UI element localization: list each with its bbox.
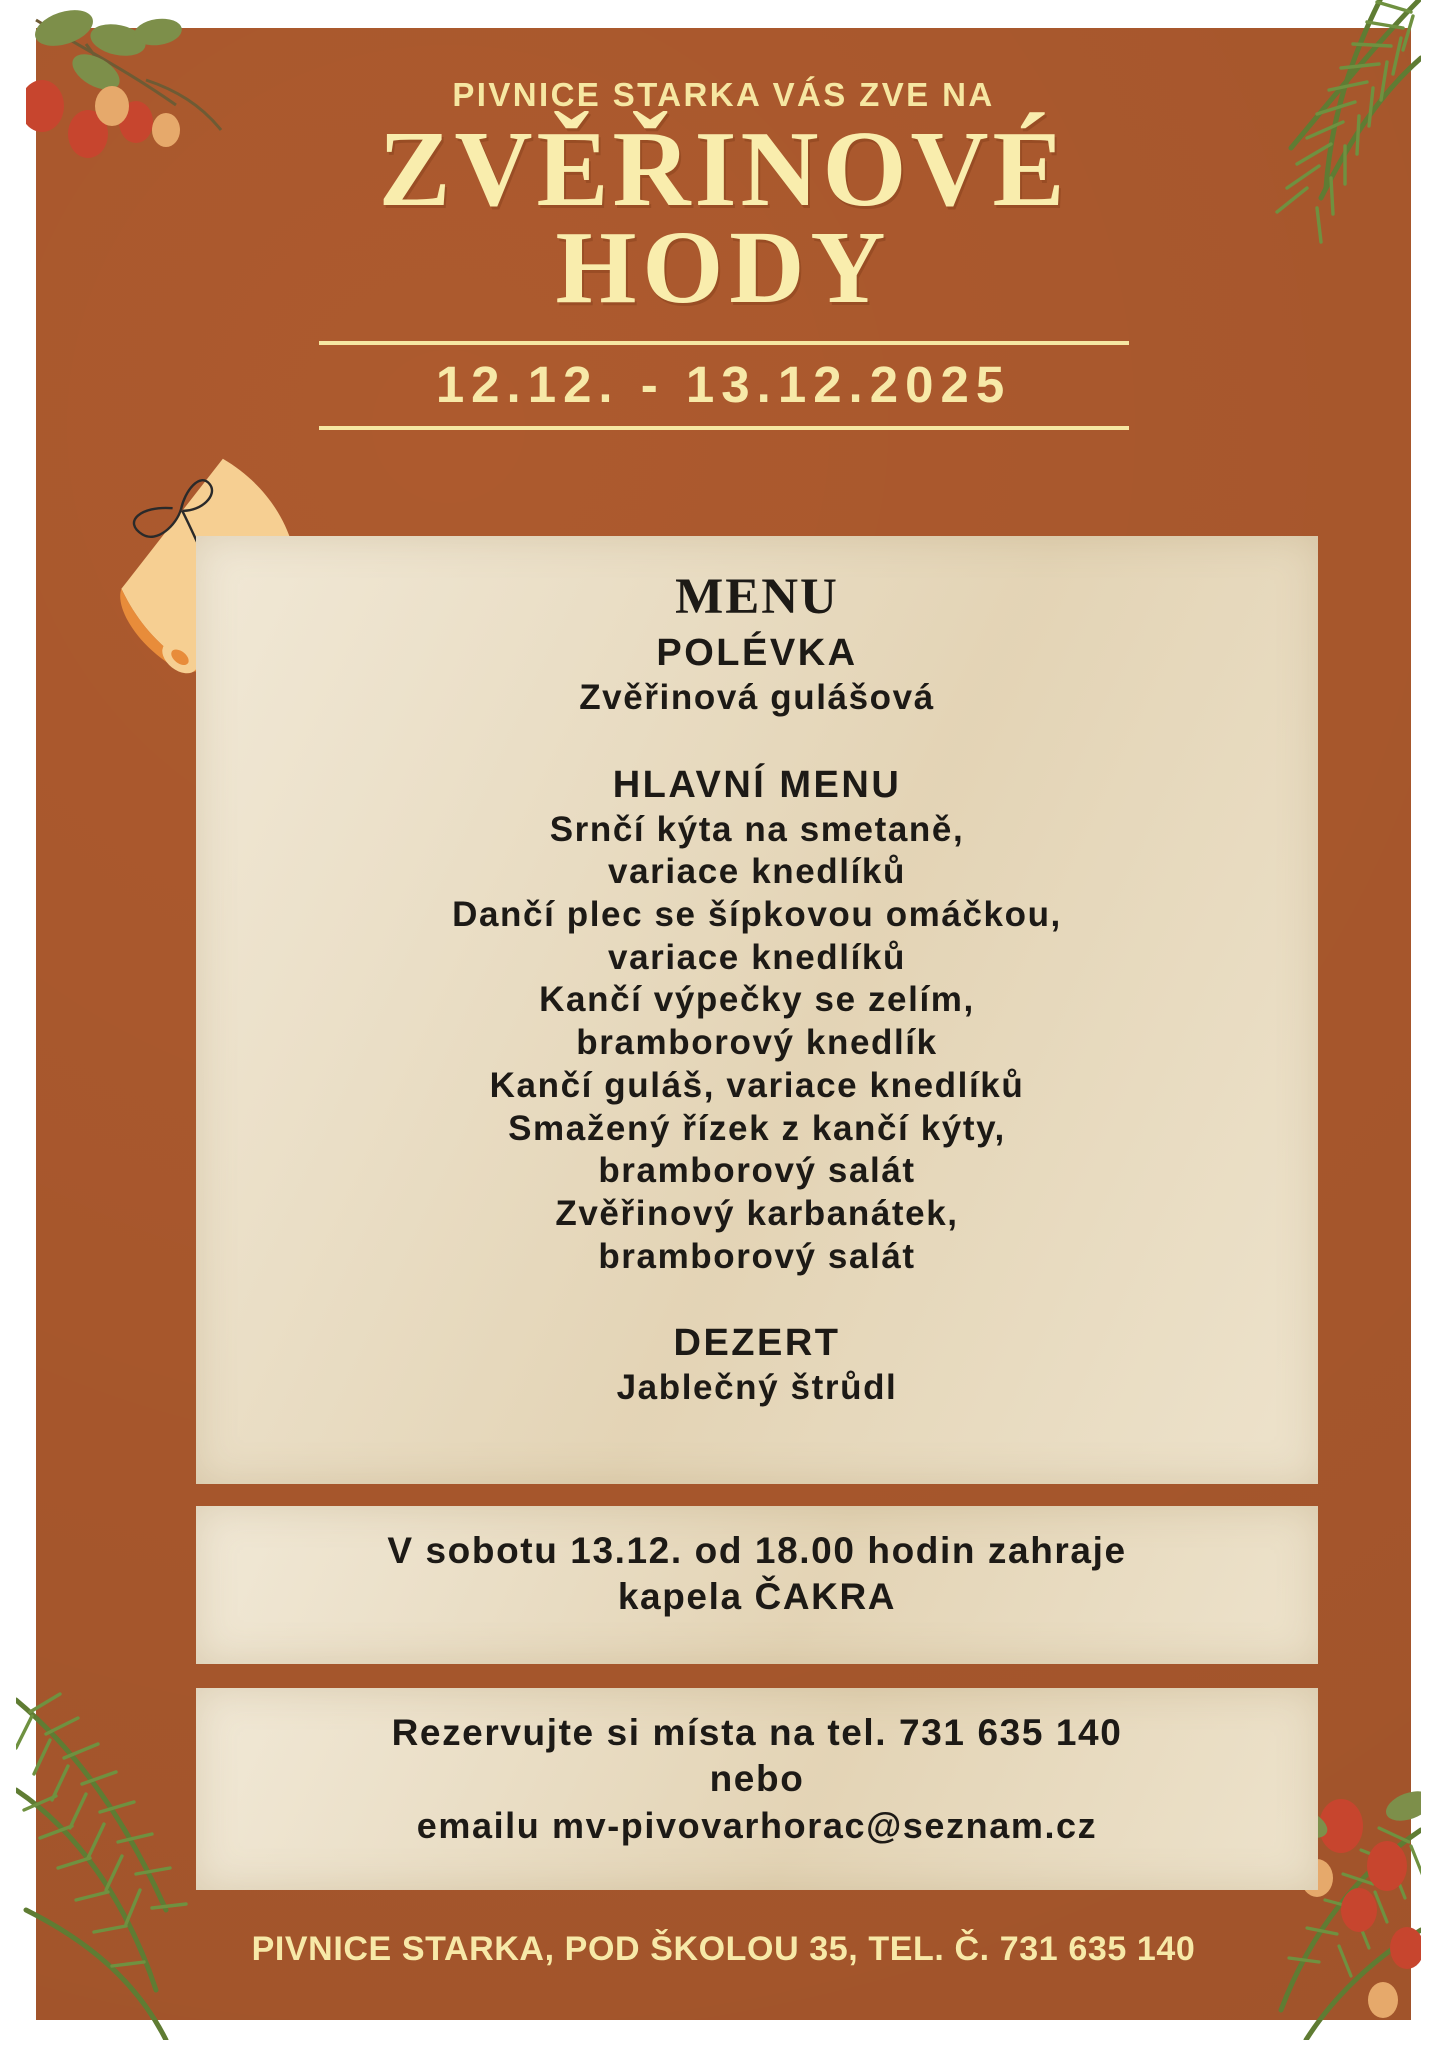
menu-title: MENU bbox=[675, 569, 839, 625]
music-info-line-1: V sobotu 13.12. od 18.00 hodin zahraje bbox=[387, 1530, 1127, 1571]
poster-background-panel bbox=[36, 28, 1411, 2020]
title-line-1: ZVĚŘINOVÉ bbox=[378, 110, 1069, 229]
menu-item: variace knedlíků bbox=[608, 852, 906, 892]
music-info-line-2: kapela ČAKRA bbox=[617, 1576, 897, 1618]
menu-item: Dančí plec se šípkovou omáčkou, bbox=[452, 895, 1062, 935]
menu-item: Srnčí kýta na smetaně, bbox=[549, 809, 965, 849]
reservation-email-line: emailu mv-pivovarhorac@seznam.cz bbox=[416, 1804, 1098, 1846]
menu-item: bramborový salát bbox=[598, 1151, 916, 1191]
event-date-band bbox=[319, 341, 1129, 430]
menu-item: Zvěřinový karbanátek, bbox=[555, 1193, 959, 1233]
menu-item: Smažený řízek z kančí kýty, bbox=[508, 1108, 1006, 1148]
menu-item: Jablečný štrůdl bbox=[616, 1368, 898, 1408]
music-info-panel bbox=[196, 1506, 1318, 1664]
spacer bbox=[236, 720, 1278, 758]
menu-item: bramborový salát bbox=[598, 1236, 916, 1276]
spacer bbox=[236, 1278, 1278, 1316]
menu-item: bramborový knedlík bbox=[576, 1023, 938, 1063]
menu-section-heading-main: HLAVNÍ MENU bbox=[612, 763, 902, 806]
page-title bbox=[36, 110, 1411, 326]
menu-section-heading-soup: POLÉVKA bbox=[656, 632, 858, 674]
title-line-2: HODY bbox=[555, 210, 892, 326]
menu-item: Kančí guláš, variace knedlíků bbox=[489, 1065, 1025, 1105]
reservation-or-line: nebo bbox=[709, 1758, 805, 1800]
poster-header bbox=[36, 76, 1411, 430]
poster-kicker: PIVNICE STARKA VÁS ZVE NA bbox=[452, 76, 995, 113]
reservation-panel bbox=[196, 1688, 1318, 1890]
menu-item: Zvěřinová gulášová bbox=[579, 678, 935, 717]
menu-item: variace knedlíků bbox=[608, 937, 906, 977]
menu-item: Kančí výpečky se zelím, bbox=[539, 980, 975, 1020]
poster-footer: PIVNICE STARKA, POD ŠKOLOU 35, TEL. Č. 731 635 140 bbox=[251, 1930, 1196, 1968]
menu-section-heading-dessert: DEZERT bbox=[673, 1322, 841, 1365]
reservation-phone-line: Rezervujte si místa na tel. 731 635 140 bbox=[391, 1712, 1123, 1753]
menu-panel bbox=[196, 536, 1318, 1484]
event-dates: 12.12. - 13.12.2025 bbox=[435, 356, 1012, 414]
